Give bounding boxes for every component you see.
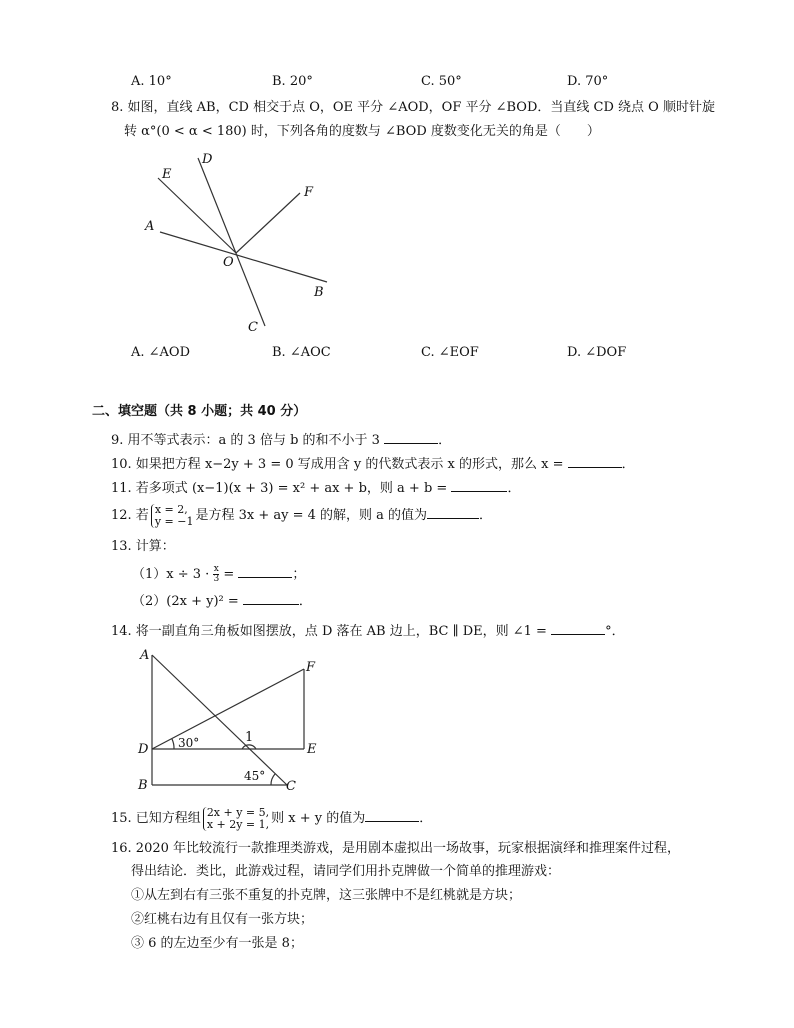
- label-E: E: [162, 167, 172, 182]
- angle-30-label: 30°: [178, 736, 200, 750]
- q13-p1-end: ；: [292, 567, 306, 582]
- q15-suffix: 则 x + y 的值为: [271, 811, 366, 826]
- q16-clue2: ②红桃右边有且仅有一张方块；: [131, 912, 314, 927]
- q13-p1-suffix: =: [223, 567, 235, 582]
- q10-end: ．: [621, 457, 635, 472]
- q13-title: 13. 计算：: [111, 539, 175, 554]
- label-O: O: [223, 255, 234, 270]
- q8-option-a: A. ∠AOD: [131, 345, 191, 360]
- q11: [111, 478, 520, 498]
- q10: [111, 454, 635, 474]
- q15-prefix: 15. 已知方程组: [111, 811, 201, 826]
- label-D: D: [202, 152, 213, 167]
- q14-answer-blank[interactable]: [551, 621, 605, 635]
- q11-text: 11. 若多项式 (x−1)(x + 3) = x² + ax + b，则 a + b =: [111, 481, 448, 496]
- label-C: C: [248, 320, 258, 335]
- q9-end: ．: [438, 433, 452, 448]
- q16-clue3: ③ 6 的左边至少有一张是 8；: [131, 936, 303, 951]
- line-CD: [198, 158, 265, 326]
- q15-end: ．: [419, 811, 433, 826]
- q10-text: 10. 如果把方程 x−2y + 3 = 0 写成用含 y 的代数式表示 x 的形式，那么 x =: [111, 457, 564, 472]
- segment-DF: [152, 669, 304, 749]
- q7-option-a: A. 10°: [131, 74, 172, 89]
- q13-p2-answer-blank[interactable]: [243, 591, 299, 605]
- q12-eq1: x = 2,: [154, 502, 188, 516]
- q15-eq2: x + 2y = 1,: [206, 817, 270, 831]
- label-C: C: [286, 779, 296, 793]
- label-F: F: [306, 660, 316, 675]
- label-B: B: [314, 285, 324, 300]
- q14-figure: [134, 645, 334, 793]
- q14-text: 14. 将一副直角三角板如图摆放，点 D 落在 AB 边上，BC ∥ DE，则 ∠1 =: [111, 624, 547, 639]
- label-B: B: [138, 778, 148, 793]
- q11-end: ．: [507, 481, 521, 496]
- section-title: 二、填空题（共 8 小题；共 40 分）: [92, 404, 307, 419]
- q7-option-c: C. 50°: [421, 74, 462, 89]
- q8-option-b: B. ∠AOC: [272, 345, 331, 360]
- q12-answer-blank[interactable]: [427, 505, 479, 519]
- angle-1-label: 1: [245, 730, 254, 745]
- q7-option-b: B. 20°: [272, 74, 313, 89]
- angle-45-label: 45°: [244, 769, 266, 783]
- q15-system: [203, 807, 269, 831]
- q8-option-c: C. ∠EOF: [421, 345, 479, 360]
- q12-end: ．: [479, 508, 493, 523]
- q12: [111, 503, 492, 529]
- ray-OF: [236, 193, 300, 253]
- q14: [111, 621, 625, 641]
- q8-option-d: D. ∠DOF: [567, 345, 627, 360]
- line-AB: [160, 232, 327, 282]
- q12-system: [151, 504, 194, 528]
- q13-p1-answer-blank[interactable]: [238, 564, 292, 578]
- q8-stem-line1: 8. 如图，直线 AB，CD 相交于点 O，OE 平分 ∠AOD，OF 平分 ∠BOD．当直线 CD 绕点 O 顺时针旋: [111, 100, 715, 115]
- q13-p1-prefix: （1）x ÷ 3 ·: [132, 567, 210, 582]
- q9-text: 9. 用不等式表示：a 的 3 倍与 b 的和不小于 3: [111, 433, 380, 448]
- q9-answer-blank[interactable]: [384, 430, 438, 444]
- q10-answer-blank[interactable]: [568, 454, 622, 468]
- q15-eq1: 2x + y = 5,: [206, 805, 270, 819]
- q9: [111, 430, 451, 450]
- q13-p2-end: ．: [298, 594, 312, 609]
- q13-part2: [132, 591, 312, 611]
- angle-30-arc: [172, 739, 174, 749]
- label-D: D: [138, 742, 149, 757]
- q12-prefix: 12. 若: [111, 508, 149, 523]
- q16-line2: 得出结论．类比，此游戏过程，请同学们用扑克牌做一个简单的推理游戏：: [131, 864, 561, 879]
- q16-line1: 16. 2020 年比较流行一款推理类游戏，是用剧本虚拟出一场故事，玩家根据演绎和推理案件过程，: [111, 841, 681, 856]
- q15: [111, 806, 432, 832]
- label-A: A: [140, 648, 150, 663]
- label-A: A: [145, 219, 155, 234]
- q13-p1-fraction: $\frac{x}{3}$: [213, 564, 220, 584]
- segment-AC: [152, 655, 287, 785]
- q15-answer-blank[interactable]: [365, 808, 419, 822]
- q8-figure: [140, 148, 340, 338]
- label-E: E: [307, 742, 317, 757]
- q16-clue1: ①从左到右有三张不重复的扑克牌，这三张牌中不是红桃就是方块；: [131, 888, 522, 903]
- q12-suffix: 是方程 3x + ay = 4 的解，则 a 的值为: [195, 508, 428, 523]
- angle-45-arc: [271, 774, 275, 785]
- q13-part1: [132, 564, 305, 586]
- q8-stem-line2: 转 α°(0 < α < 180) 时，下列各角的度数与 ∠BOD 度数变化无关的角是（ ）: [124, 124, 600, 139]
- q11-answer-blank[interactable]: [451, 478, 507, 492]
- q12-eq2: y = −1: [154, 514, 194, 528]
- q13-p2-text: （2）(2x + y)² =: [132, 594, 239, 609]
- ray-OE: [158, 178, 236, 253]
- q7-option-d: D. 70°: [567, 74, 609, 89]
- q14-end: °．: [605, 624, 625, 639]
- label-F: F: [304, 185, 314, 200]
